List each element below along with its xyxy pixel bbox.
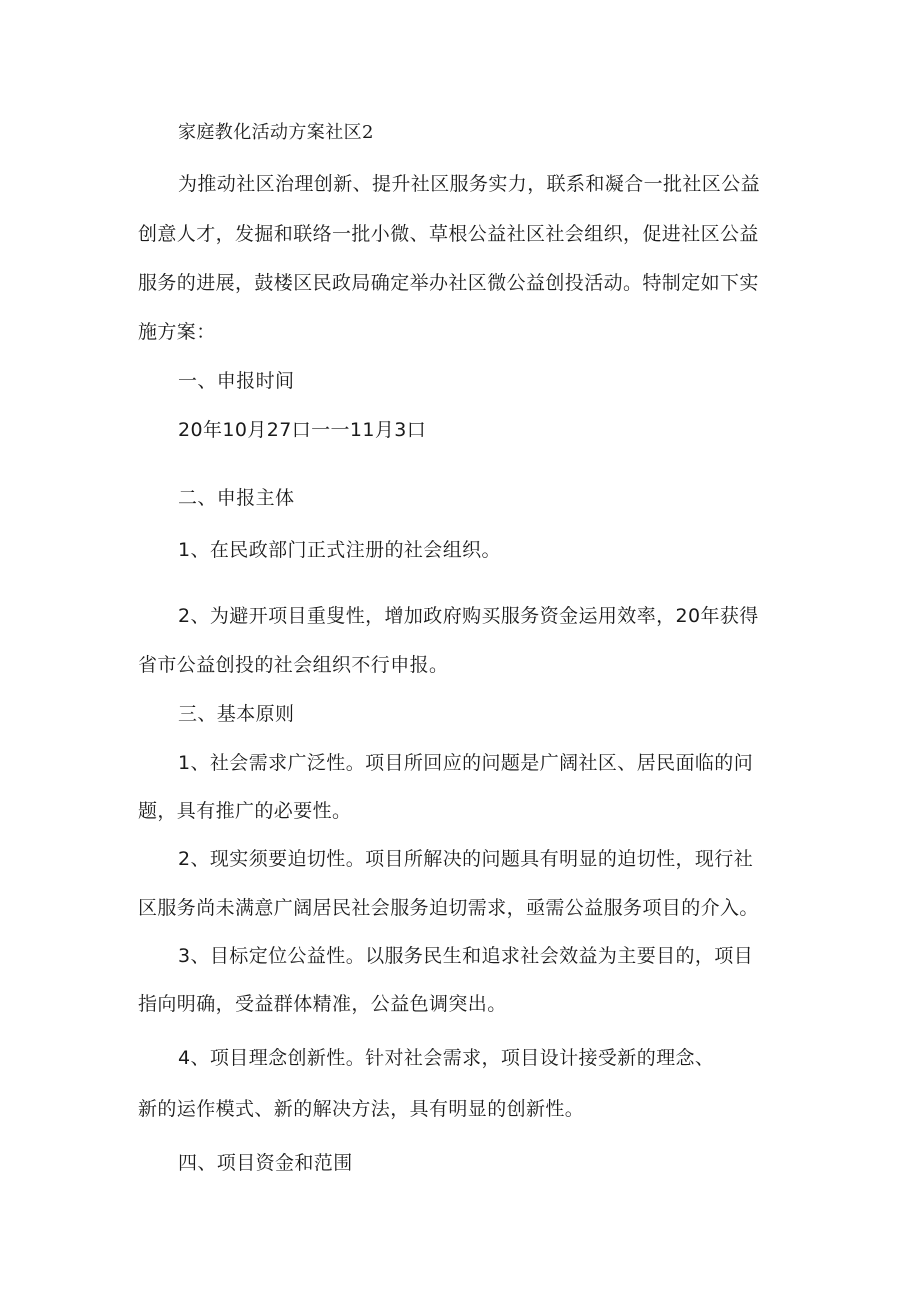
section-heading-3: 三、基本原则 [178,703,295,725]
application-date: 20年10月27口一一11月3口 [178,419,427,441]
section3-item-3-line-1: 3、目标定位公益性。以服务民生和追求社会效益为主要目的，项目 [178,945,754,967]
section3-item-2-line-2: 区服务尚未满意广阔居民社会服务迫切需求，亟需公益服务项目的介入。 [138,897,759,919]
intro-line-2: 创意人才，发掘和联络一批小微、草根公益社区社会组织，促进社区公益 [138,223,759,245]
section2-item-1: 1、在民政部门正式注册的社会组织。 [178,539,501,561]
intro-line-4: 施方案： [138,321,216,343]
section3-item-2-line-1: 2、现实须要迫切性。项目所解决的问题具有明显的迫切性，现行社 [178,848,754,870]
section-heading-1: 一、申报时间 [178,370,295,392]
section3-item-4-line-1: 4、项目理念创新性。针对社会需求，项目设计接受新的理念、 [178,1047,715,1069]
intro-line-1: 为推动社区治理创新、提升社区服务实力，联系和凝合一批社区公益 [178,173,761,195]
section-heading-2: 二、申报主体 [178,487,295,509]
section3-item-3-line-2: 指向明确，受益群体精准，公益色调突出。 [138,993,507,1015]
intro-line-3: 服务的进展，鼓楼区民政局确定举办社区微公益创投活动。特制定如下实 [138,272,759,294]
section3-item-1-line-1: 1、社会需求广泛性。项目所回应的问题是广阔社区、居民面临的问 [178,752,754,774]
document-title: 家庭教化活动方案社区2 [178,122,374,143]
section3-item-4-line-2: 新的运作模式、新的解决方法，具有明显的创新性。 [138,1098,585,1120]
section3-item-1-line-2: 题，具有推广的必要性。 [138,800,352,822]
section-heading-4: 四、项目资金和范围 [178,1152,353,1174]
section2-item-2-line-2: 省市公益创投的社会组织不行申报。 [138,654,449,676]
section2-item-2-line-1: 2、为避开项目重叟性，增加政府购买服务资金运用效率，20年获得 [178,605,759,627]
